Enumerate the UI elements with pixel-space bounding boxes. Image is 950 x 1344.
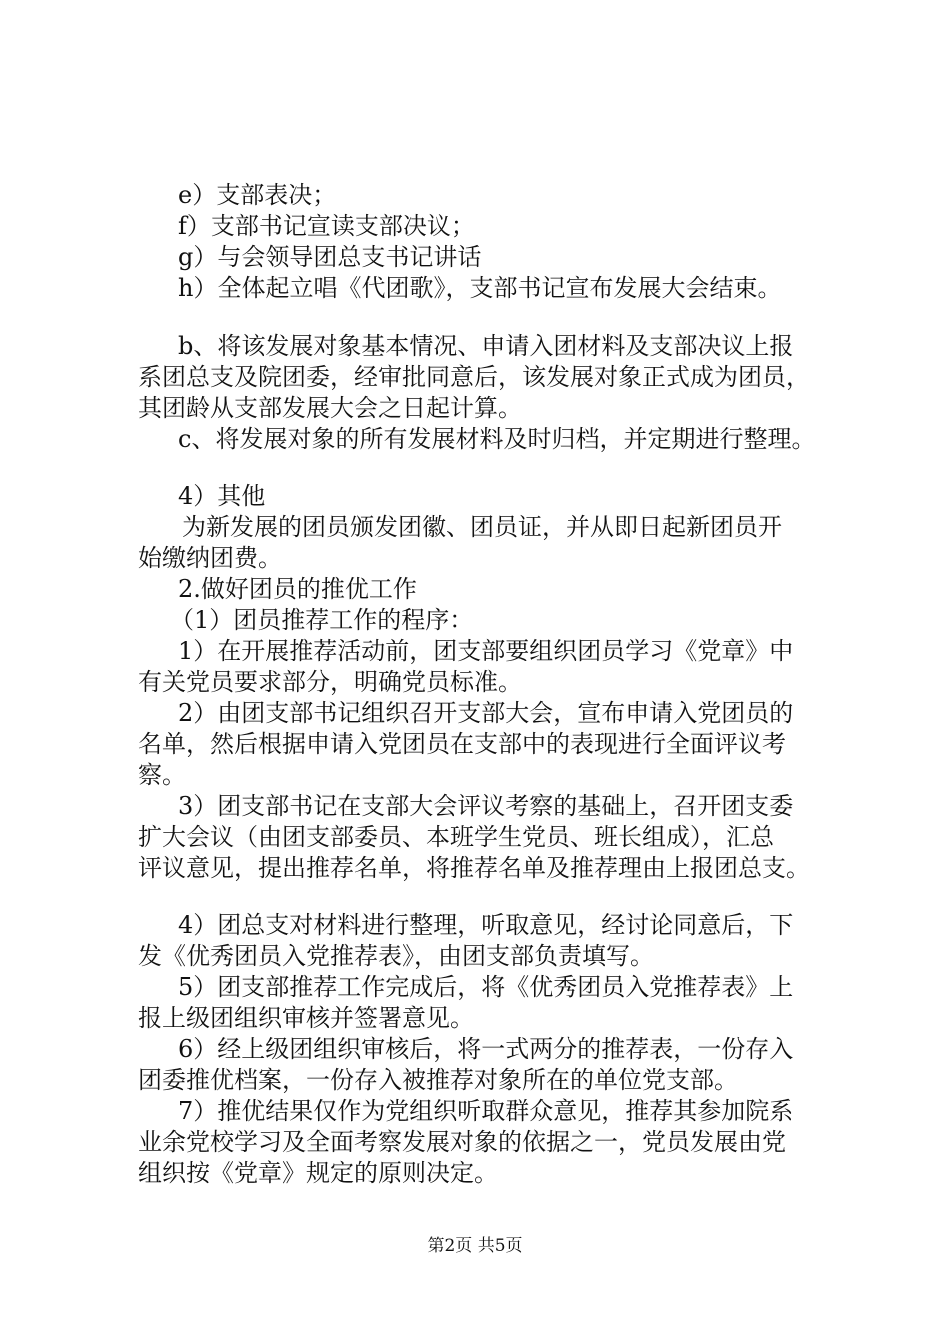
paragraph-line: 扩大会议（由团支部委员、本班学生党员、班长组成），汇总 (138, 823, 774, 851)
section-heading: 2.做好团员的推优工作 (178, 575, 417, 603)
paragraph-line: 报上级团组织审核并签署意见。 (138, 1004, 474, 1032)
paragraph-line: f）支部书记宣读支部决议； (178, 212, 475, 240)
subsection-heading: （1）团员推荐工作的程序： (170, 606, 474, 634)
paragraph-line: 1）在开展推荐活动前，团支部要组织团员学习《党章》中 (178, 637, 794, 665)
paragraph-line: 始缴纳团费。 (138, 544, 282, 572)
paragraph-line: 发《优秀团员入党推荐表》，由团支部负责填写。 (138, 942, 654, 970)
paragraph-line: 组织按《党章》规定的原则决定。 (138, 1159, 498, 1187)
paragraph-line: 业余党校学习及全面考察发展对象的依据之一，党员发展由党 (138, 1128, 786, 1156)
paragraph-line: b、将该发展对象基本情况、申请入团材料及支部决议上报 (178, 332, 794, 360)
paragraph-line: 名单，然后根据申请入党团员在支部中的表现进行全面评议考 (138, 730, 786, 758)
section-heading: 4）其他 (178, 482, 266, 510)
paragraph-line: 团委推优档案，一份存入被推荐对象所在的单位党支部。 (138, 1066, 738, 1094)
paragraph-line: 察。 (138, 761, 186, 789)
paragraph-line: h）全体起立唱《代团歌》，支部书记宣布发展大会结束。 (178, 274, 782, 302)
paragraph-line: g）与会领导团总支书记讲话 (178, 243, 482, 271)
paragraph-line: 6）经上级团组织审核后，将一式两分的推荐表，一份存入 (178, 1035, 794, 1063)
paragraph-line: e）支部表决； (178, 181, 337, 209)
paragraph-line: 5）团支部推荐工作完成后，将《优秀团员入党推荐表》上 (178, 973, 794, 1001)
paragraph-line: 7）推优结果仅作为党组织听取群众意见，推荐其参加院系 (178, 1097, 794, 1125)
paragraph-line: 4）团总支对材料进行整理，听取意见，经讨论同意后，下 (178, 911, 794, 939)
paragraph-line: 有关党员要求部分，明确党员标准。 (138, 668, 522, 696)
paragraph-line: 为新发展的团员颁发团徽、团员证，并从即日起新团员开 (182, 513, 782, 541)
paragraph-line: 系团总支及院团委，经审批同意后，该发展对象正式成为团员， (138, 363, 810, 391)
paragraph-line: 2）由团支部书记组织召开支部大会，宣布申请入党团员的 (178, 699, 794, 727)
paragraph-line: 3）团支部书记在支部大会评议考察的基础上，召开团支委 (178, 792, 794, 820)
paragraph-line: 评议意见，提出推荐名单，将推荐名单及推荐理由上报团总支。 (138, 854, 810, 882)
paragraph-line: 其团龄从支部发展大会之日起计算。 (138, 394, 522, 422)
page-footer: 第2页 共5页 (427, 1236, 523, 1256)
paragraph-line: c、将发展对象的所有发展材料及时归档，并定期进行整理。 (178, 425, 816, 453)
